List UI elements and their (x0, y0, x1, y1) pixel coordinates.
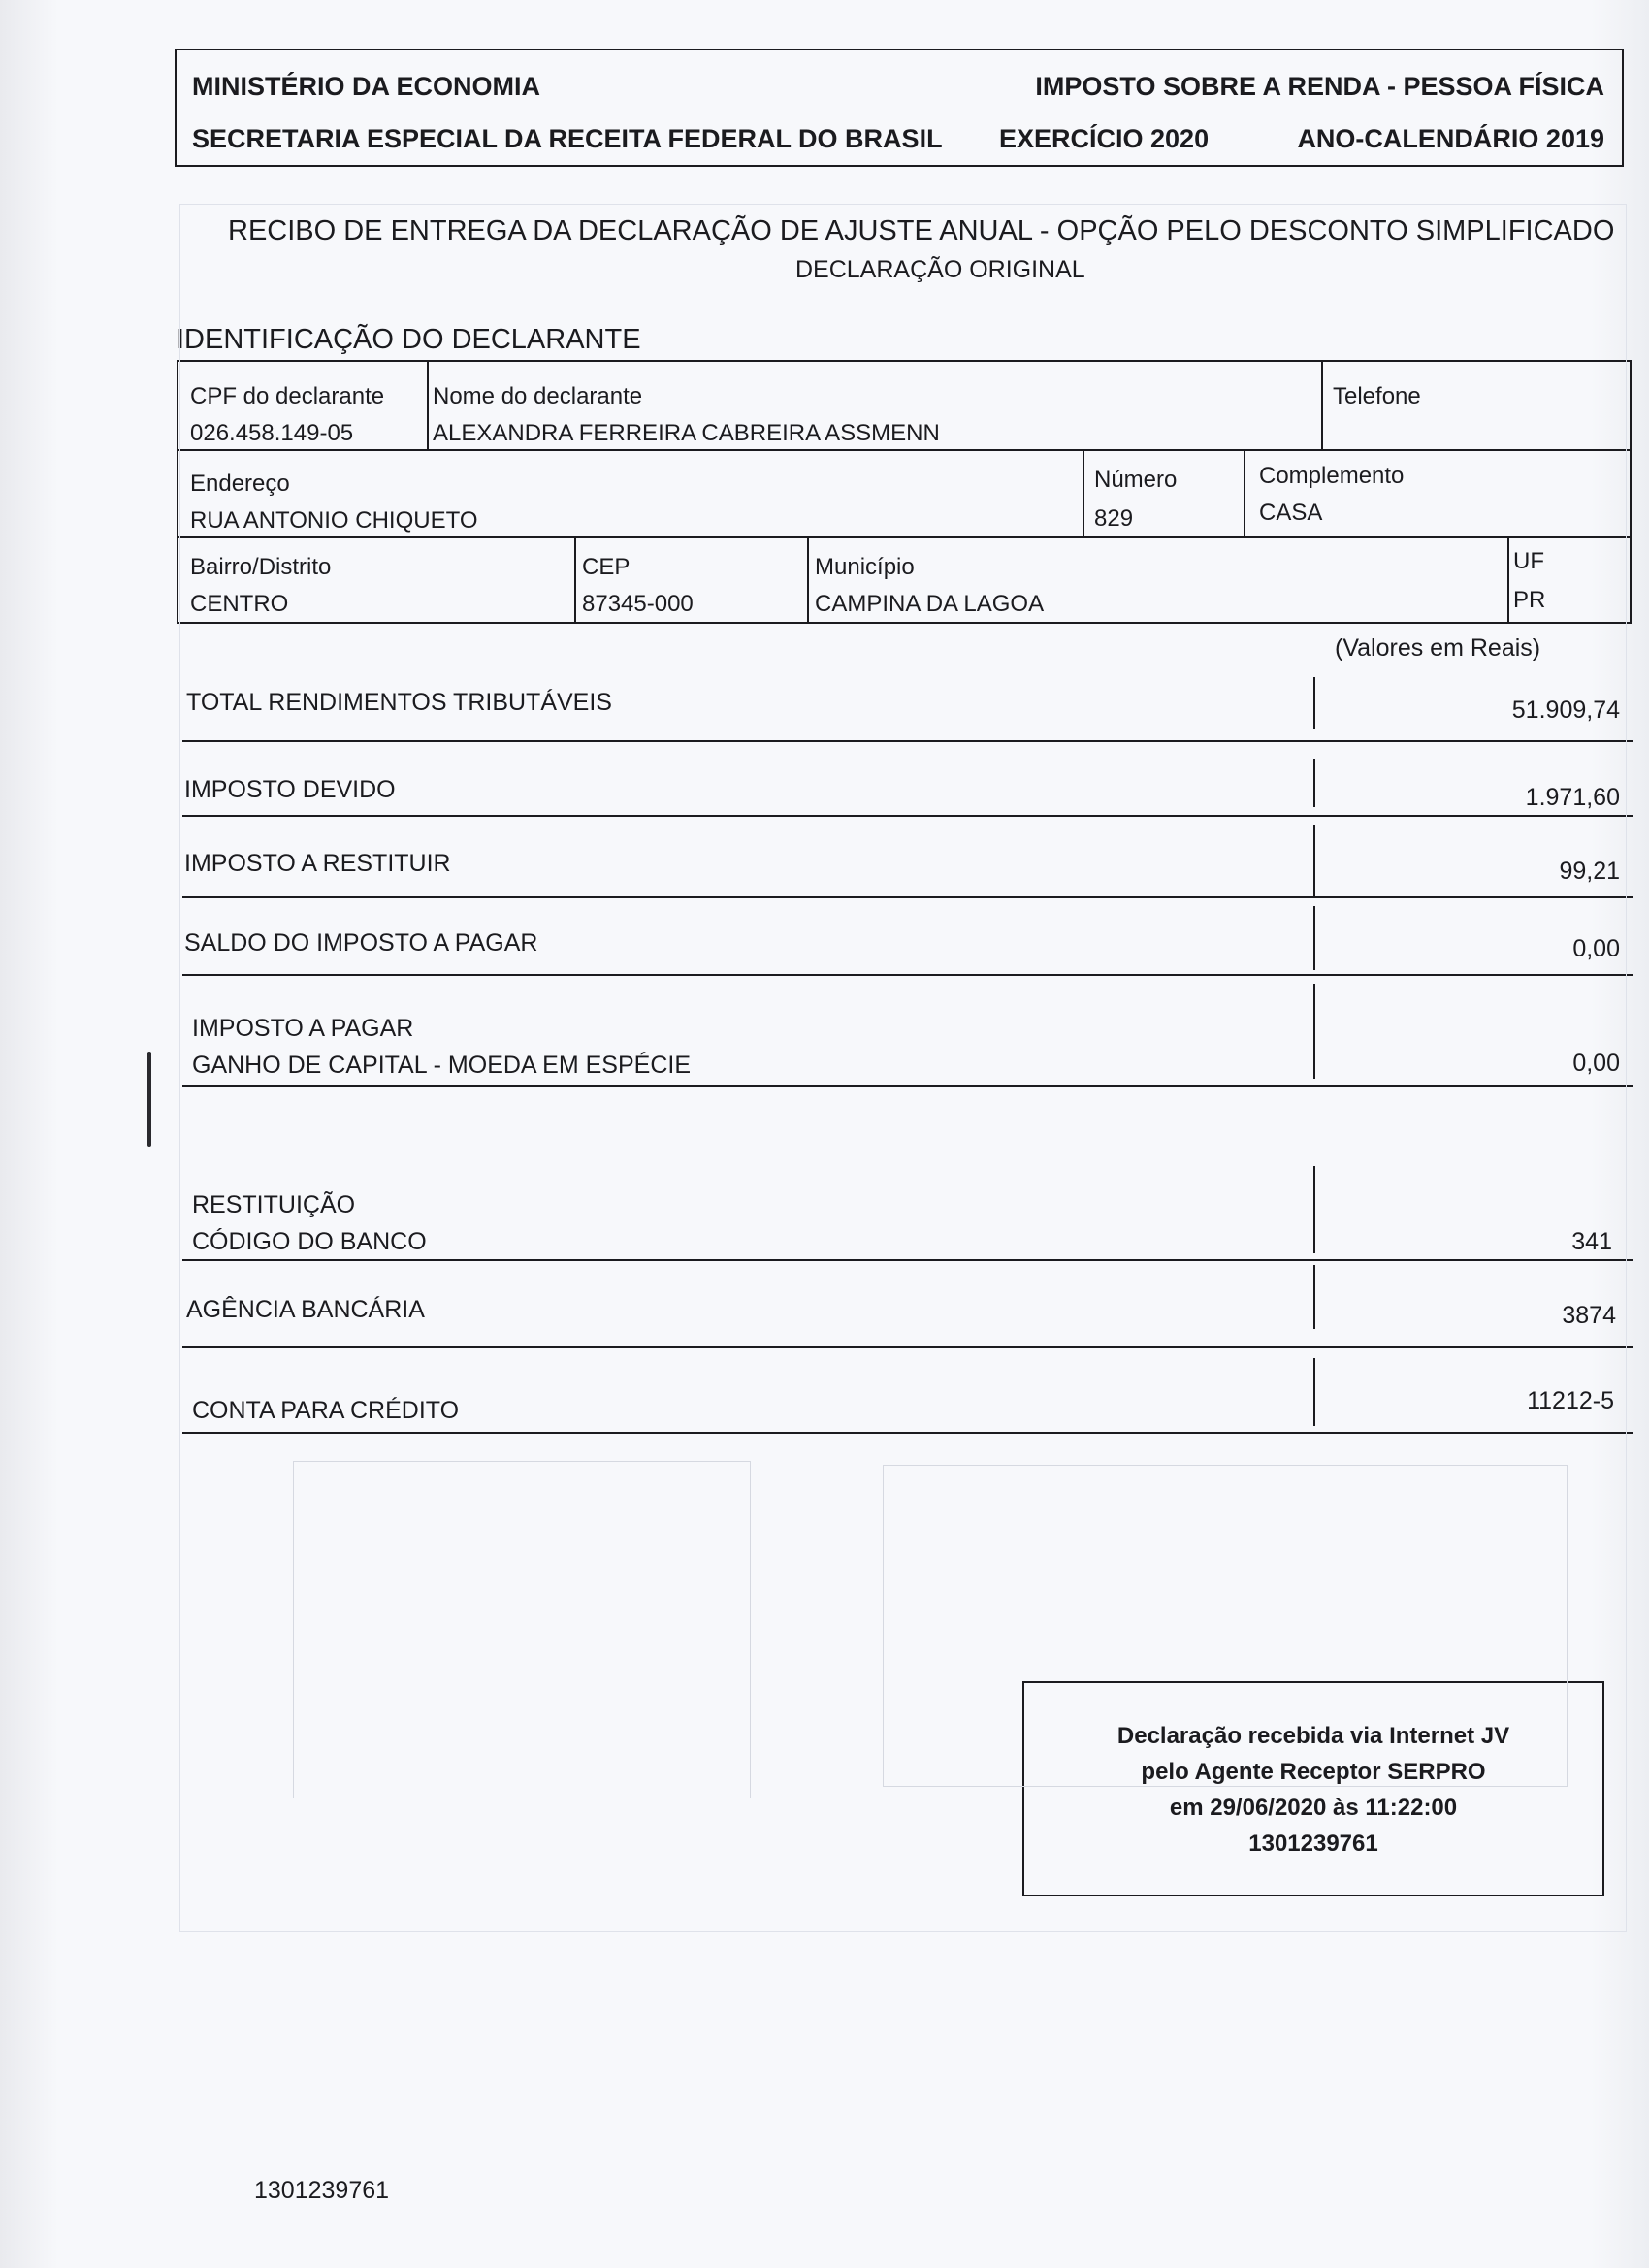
receipt-line-3: em 29/06/2020 às 11:22:00 (1169, 1795, 1458, 1821)
receipt-line-2: pelo Agente Receptor SERPRO (1141, 1759, 1486, 1785)
cpf-label: CPF do declarante (190, 383, 385, 409)
agency-label: AGÊNCIA BANCÁRIA (186, 1296, 425, 1323)
complement-value: CASA (1259, 500, 1323, 526)
account-value: 11212-5 (1527, 1387, 1614, 1414)
total-income-value: 51.909,74 (1511, 697, 1620, 724)
number-value: 829 (1094, 505, 1134, 532)
district-value: CENTRO (190, 591, 289, 617)
city-label: Município (815, 554, 915, 580)
balance-value: 0,00 (1572, 935, 1620, 962)
complement-label: Complemento (1259, 463, 1405, 489)
footer-code: 1301239761 (254, 2177, 390, 2204)
cep-label: CEP (582, 554, 630, 580)
document-title: RECIBO DE ENTREGA DA DECLARAÇÃO DE AJUSTE ANUAL - OPÇÃO PELO DESCONTO SIMPLIFICADO (228, 215, 1615, 246)
phone-label: Telefone (1333, 383, 1421, 409)
pen-mark (147, 1052, 151, 1147)
bank-code-value: 341 (1571, 1228, 1612, 1255)
uf-label: UF (1513, 548, 1544, 574)
restitution-label: RESTITUIÇÃO (192, 1191, 356, 1218)
address-label: Endereço (190, 470, 290, 497)
refund-label: IMPOSTO A RESTITUIR (184, 850, 451, 877)
city-value: CAMPINA DA LAGOA (815, 591, 1045, 617)
identification-title: IDENTIFICAÇÃO DO DECLARANTE (177, 324, 641, 355)
cep-value: 87345-000 (582, 591, 694, 617)
district-label: Bairro/Distrito (190, 554, 332, 580)
tax-due-label: IMPOSTO DEVIDO (184, 776, 396, 803)
bank-code-label: CÓDIGO DO BANCO (192, 1228, 427, 1255)
document-subtitle: DECLARAÇÃO ORIGINAL (795, 256, 1085, 283)
values-note: (Valores em Reais) (1335, 634, 1541, 662)
show-through-frame (179, 204, 1627, 1932)
address-value: RUA ANTONIO CHIQUETO (190, 507, 478, 534)
number-label: Número (1094, 467, 1178, 493)
refund-value: 99,21 (1559, 858, 1620, 885)
secretariat-label: SECRETARIA ESPECIAL DA RECEITA FEDERAL DO BRASIL (192, 124, 943, 153)
receipt-line-1: Declaração recebida via Internet JV (1116, 1723, 1510, 1749)
total-income-label: TOTAL RENDIMENTOS TRIBUTÁVEIS (186, 689, 612, 716)
name-label: Nome do declarante (433, 383, 643, 409)
agency-value: 3874 (1562, 1302, 1616, 1329)
header-box (175, 49, 1624, 167)
name-value: ALEXANDRA FERREIRA CABREIRA ASSMENN (433, 420, 940, 446)
calendar-year-label: ANO-CALENDÁRIO 2019 (1297, 124, 1604, 153)
uf-value: PR (1513, 587, 1546, 613)
receipt-code: 1301239761 (1248, 1831, 1378, 1857)
capital-gain-value: 0,00 (1572, 1050, 1620, 1077)
tax-type-label: IMPOSTO SOBRE A RENDA - PESSOA FÍSICA (1035, 72, 1604, 101)
capital-gain-label: GANHO DE CAPITAL - MOEDA EM ESPÉCIE (192, 1052, 691, 1079)
tax-payable-label: IMPOSTO A PAGAR (192, 1015, 414, 1042)
tax-due-value: 1.971,60 (1525, 784, 1620, 811)
ministry-label: MINISTÉRIO DA ECONOMIA (192, 72, 541, 101)
cpf-value: 026.458.149-05 (190, 420, 354, 446)
exercise-label: EXERCÍCIO 2020 (999, 124, 1210, 153)
balance-label: SALDO DO IMPOSTO A PAGAR (184, 929, 538, 956)
account-label: CONTA PARA CRÉDITO (192, 1397, 460, 1424)
